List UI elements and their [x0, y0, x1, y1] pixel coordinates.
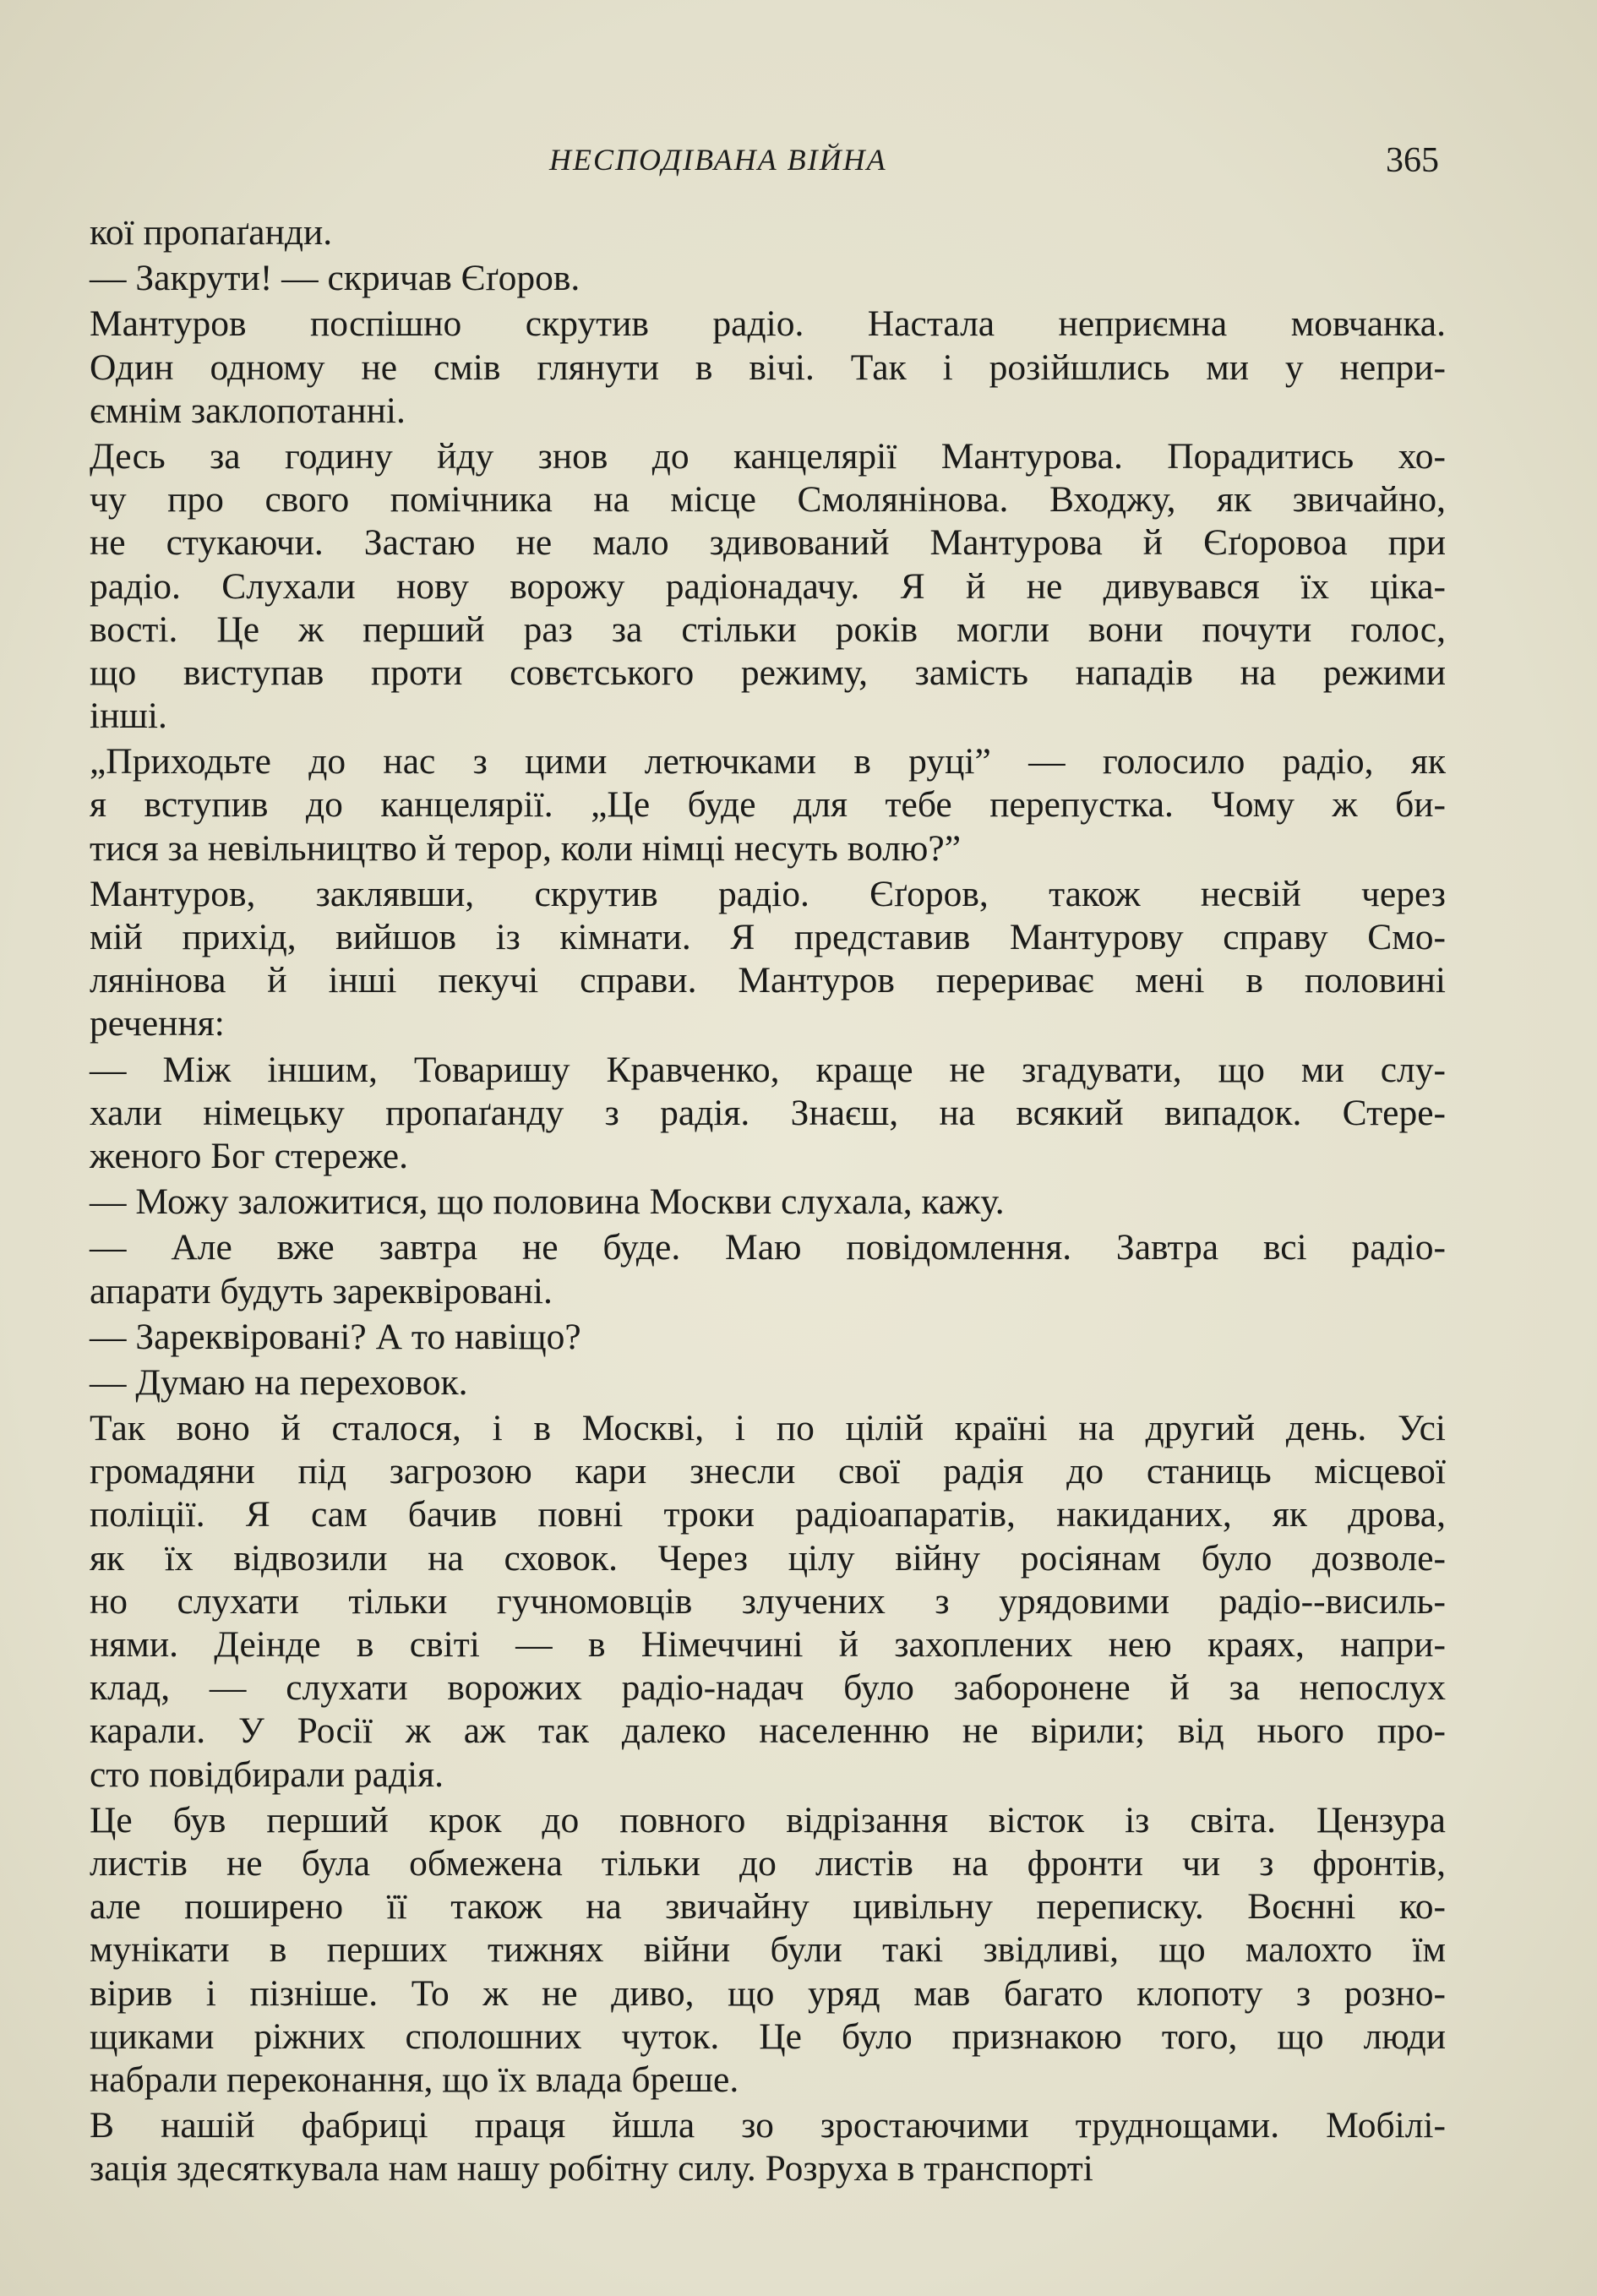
text-line: що виступав проти совєтського режиму, замість нападів на режими: [90, 652, 1446, 693]
text-line: громадяни під загрозою кари знесли свої радія до станиць місцевої: [90, 1451, 1446, 1492]
running-title: НЕСПОДІВАНА ВІЙНА: [549, 143, 887, 177]
text-line: мій прихід, вийшов із кімнати. Я представив Мантурову справу Смо-: [90, 917, 1446, 957]
text-line: але поширено її також на звичайну цивільну переписку. Воєнні ко-: [90, 1886, 1446, 1928]
text-line: листів не була обмежена тільки до листів на фронти чи з фронтів,: [90, 1842, 1446, 1884]
text-line: як їх відвозили на сховок. Через цілу війну росіянам було дозволе-: [90, 1537, 1446, 1579]
paragraph: [90, 1226, 1446, 1312]
text-line: речення:: [90, 1003, 225, 1044]
paragraph: [90, 1049, 1446, 1179]
text-line: поліції. Я сам бачив повні троки радіоапаратів, накиданих, як дрова,: [90, 1494, 1446, 1535]
text-line: вірив і пізніше. То ж не диво, що уряд мав багато клопоту з розно-: [90, 1972, 1446, 2014]
text-line: я вступив до канцелярії. „Це буде для тебе перепустка. Чому ж би-: [90, 784, 1446, 826]
text-line: карали. У Росії ж аж так далеко населенню не вірили; від нього про-: [90, 1710, 1446, 1752]
text-line: кої пропаґанди.: [90, 212, 333, 253]
text-line: мунікати в перших тижнях війни були такі звідливі, що малохто їм: [90, 1929, 1446, 1971]
text-line: набрали переконання, що їх влада бреше.: [90, 2059, 739, 2100]
text-line: — Закрути! — скричав Єґоров.: [90, 258, 580, 299]
paragraph: [90, 2104, 1446, 2190]
text-line: клад, — слухати ворожих радіо-надач було заборонене й за непослух: [90, 1667, 1446, 1709]
paragraph: [90, 873, 1446, 1046]
text-line: Один одному не смів глянути в вічі. Так і розійшлись ми у непри-: [90, 346, 1446, 388]
text-line: сто повідбирали радія.: [90, 1753, 444, 1795]
text-line: Так воно й сталося, і в Москві, і по цілій країні на другий день. Усі: [90, 1408, 1446, 1449]
body-text: [90, 211, 1446, 2193]
text-line: но слухати тільки гучномовців злучених з урядовими радіо--висиль-: [90, 1580, 1446, 1622]
page-number: 365: [1386, 141, 1439, 180]
text-line: лянінова й інші пекучі справи. Мантуров перериває мені в половині: [90, 960, 1446, 1001]
text-line: чу про свого помічника на місце Смолянінова. Входжу, як звичайно,: [90, 479, 1446, 521]
text-line: Це був перший крок до повного відрізання вісток із світа. Цензура: [90, 1799, 1446, 1841]
text-line: не стукаючи. Застаю не мало здивований Мантурова й Єґоровоа при: [90, 522, 1446, 564]
text-line: „Приходьте до нас з цими летючками в руці” — голосило радіо, як: [90, 741, 1446, 783]
paragraph: [90, 303, 1446, 433]
text-line: — Між іншим, Товаришу Кравченко, краще не згадувати, що ми слу-: [90, 1049, 1446, 1090]
text-line: Мантуров, заклявши, скрутив радіо. Єґоров, також несвій через: [90, 873, 1446, 914]
paragraph: [90, 211, 1446, 254]
text-line: В нашій фабриці праця йшла зо зростаючими труднощами. Мобілі-: [90, 2105, 1446, 2146]
text-line: вості. Це ж перший раз за стільки років могли вони почути голос,: [90, 608, 1446, 650]
text-line: Десь за годину йду знов до канцелярії Мантурова. Порадитись хо-: [90, 435, 1446, 477]
paragraph: [90, 1361, 1446, 1404]
running-head: [0, 142, 1597, 193]
text-line: Мантуров поспішно скрутив радіо. Настала неприємна мовчанка.: [90, 303, 1446, 345]
text-line: хали німецьку пропаґанду з радія. Знаєш, на всякий випадок. Стере-: [90, 1092, 1446, 1133]
paragraph: [90, 1407, 1446, 1797]
text-line: зація здесяткувала нам нашу робітну силу. Розруха в транспорті: [90, 2148, 1093, 2190]
text-line: женого Бог стереже.: [90, 1135, 408, 1176]
paragraph: [90, 1799, 1446, 2102]
paragraph: [90, 740, 1446, 870]
text-line: — Думаю на переховок.: [90, 1361, 468, 1403]
text-line: — Але вже завтра не буде. Маю повідомлення. Завтра всі радіо-: [90, 1227, 1446, 1268]
text-line: ємнім заклопотанні.: [90, 390, 406, 431]
text-line: — Зареквіровані? А то навіщо?: [90, 1316, 581, 1357]
paragraph: [90, 1316, 1446, 1359]
text-line: щиками ріжних сполошних чуток. Це було признакою того, що люди: [90, 2015, 1446, 2057]
text-line: тися за невільництво й терор, коли німці несуть волю?”: [90, 827, 962, 869]
text-line: інші.: [90, 695, 167, 737]
text-line: нями. Деінде в світі — в Німеччині й захоплених нею краях, напри-: [90, 1624, 1446, 1665]
text-line: — Можу заложитися, що половина Москви слухала, кажу.: [90, 1181, 1005, 1223]
paragraph: [90, 257, 1446, 300]
text-line: радіо. Слухали нову ворожу радіонадачу. Я й не дивувався їх ціка-: [90, 565, 1446, 607]
paragraph: [90, 1181, 1446, 1224]
text-line: апарати будуть зареквіровані.: [90, 1270, 553, 1312]
paragraph: [90, 435, 1446, 738]
